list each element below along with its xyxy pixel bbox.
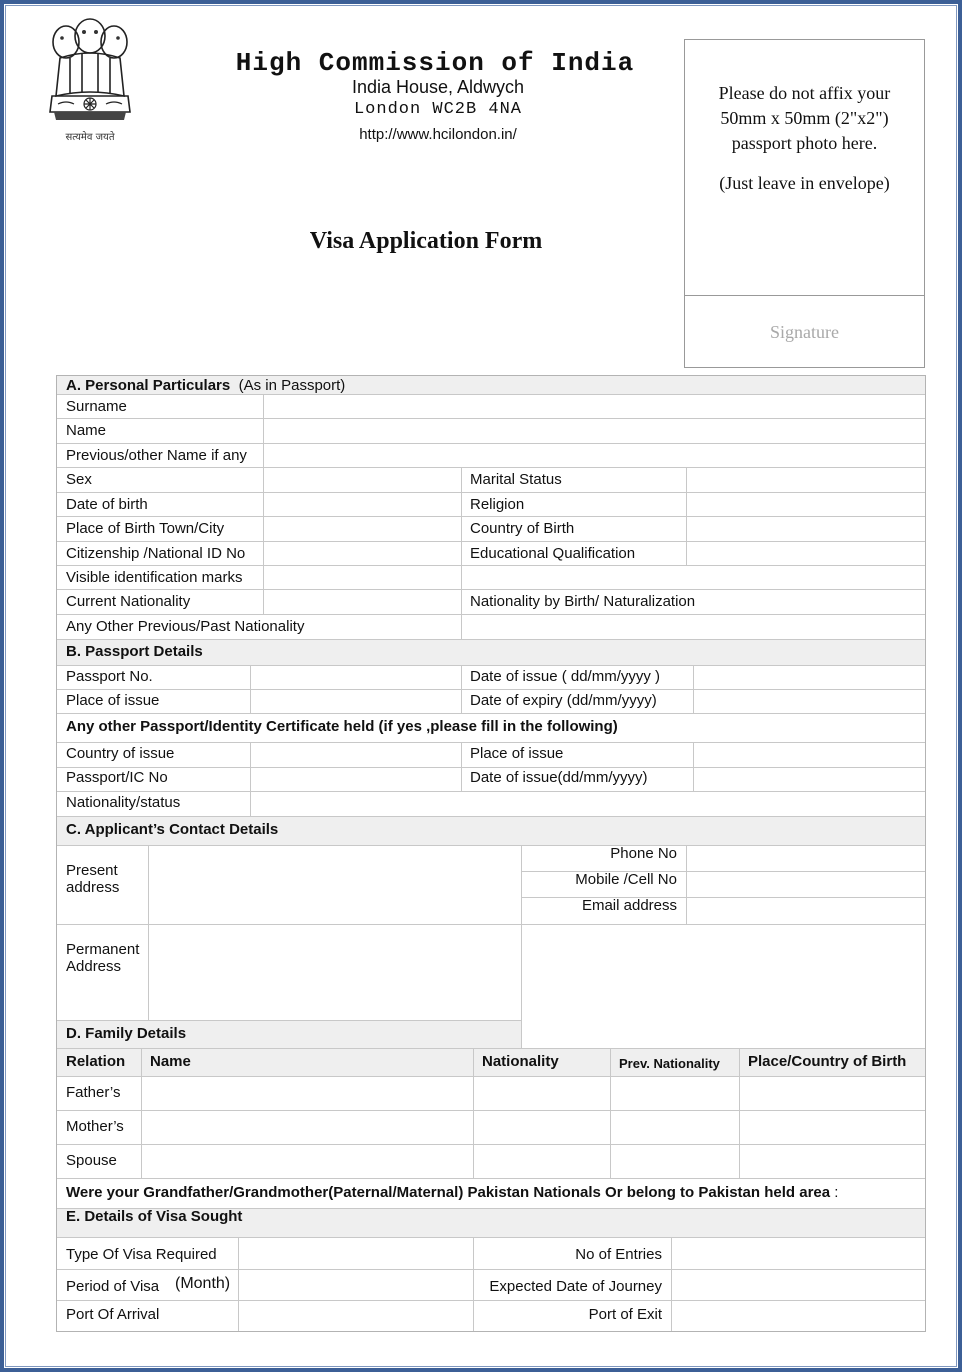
- section-e-title: E. Details of Visa Sought: [66, 1208, 243, 1225]
- divider: [57, 1048, 925, 1049]
- month-note: (Month): [175, 1275, 231, 1292]
- surname-label: Surname: [66, 398, 127, 415]
- section-b-title: B. Passport Details: [66, 643, 203, 660]
- date-of-expiry-label: Date of expiry (dd/mm/yyyy): [470, 692, 657, 709]
- divider: [685, 295, 924, 296]
- education-label: Educational Qualification: [470, 545, 636, 562]
- divider: [57, 924, 925, 925]
- mothers-row-label: Mother’s: [66, 1118, 124, 1135]
- commission-title: High Commission of India: [235, 48, 635, 78]
- divider: [57, 394, 925, 395]
- nationality-by-label: Nationality by Birth/ Naturalization: [470, 593, 696, 610]
- divider: [57, 1178, 925, 1179]
- religion-label: Religion: [470, 496, 525, 513]
- divider: [57, 665, 925, 666]
- divider: [57, 1144, 925, 1145]
- column-prev-nationality: Prev. Nationality: [619, 1056, 720, 1071]
- divider: [57, 713, 925, 714]
- divider: [250, 742, 251, 816]
- spouse-row-label: Spouse: [66, 1152, 117, 1169]
- divider: [57, 1269, 925, 1270]
- website-link[interactable]: http://www.hcilondon.in/: [359, 126, 517, 143]
- divider: [57, 418, 925, 419]
- other-passport-heading: Any other Passport/Identity Certificate held (if yes ,please fill in the following): [66, 718, 618, 735]
- divider: [739, 1048, 740, 1178]
- photo-instruction-line: 50mm x 50mm (2"x2"): [720, 108, 889, 128]
- divider: [57, 1020, 521, 1021]
- divider: [461, 467, 462, 639]
- emblem-motto: सत्यमेव जयते: [65, 132, 115, 143]
- divider: [238, 1237, 239, 1331]
- form-title: Visa Application Form: [309, 228, 543, 254]
- section-c-title: C. Applicant’s Contact Details: [66, 821, 279, 838]
- photo-envelope-note: (Just leave in envelope): [719, 173, 890, 193]
- name-label: Name: [66, 422, 107, 439]
- date-of-issue-2-label: Date of issue(dd/mm/yyyy): [470, 769, 648, 786]
- marital-status-label: Marital Status: [470, 471, 562, 488]
- photo-box: [684, 39, 925, 368]
- divider: [250, 665, 251, 713]
- divider: [57, 565, 925, 566]
- divider: [263, 394, 264, 614]
- permanent-address-line: Address: [66, 958, 122, 975]
- photo-instruction-line: Please do not affix your: [718, 83, 891, 103]
- application-form: [56, 375, 926, 1332]
- divider: [473, 1048, 474, 1178]
- pakistan-question-text: Were your Grandfather/Grandmother(Paternal/Maternal) Pakistan Nationals Or belong to Pakistan held area: [66, 1184, 831, 1201]
- divider: [686, 845, 687, 924]
- divider: [610, 1048, 611, 1178]
- divider: [57, 541, 925, 542]
- divider: [141, 1048, 142, 1178]
- divider: [57, 516, 925, 517]
- place-of-issue-label: Place of issue: [66, 692, 160, 709]
- permanent-address-label: [66, 941, 139, 975]
- divider: [148, 845, 149, 1020]
- divider: [57, 467, 925, 468]
- type-of-visa-label: Type Of Visa Required: [66, 1246, 217, 1263]
- photo-instruction-line: passport photo here.: [731, 133, 878, 153]
- divider: [57, 492, 925, 493]
- place-of-birth-label: Place of Birth Town/City: [66, 520, 225, 537]
- section-d-title: D. Family Details: [66, 1025, 187, 1042]
- sex-label: Sex: [66, 471, 92, 488]
- current-nationality-label: Current Nationality: [66, 593, 191, 610]
- fathers-row-label: Father’s: [66, 1084, 121, 1101]
- divider: [57, 614, 925, 615]
- divider: [57, 639, 925, 640]
- address-line-2: London WC2B 4NA: [353, 100, 523, 119]
- divider: [57, 1110, 925, 1111]
- divider: [521, 845, 522, 1048]
- divider: [57, 767, 925, 768]
- citizenship-label: Citizenship /National ID No: [66, 545, 246, 562]
- divider: [693, 742, 694, 791]
- expected-date-label: Expected Date of Journey: [489, 1278, 662, 1295]
- present-address-line: address: [66, 879, 120, 896]
- divider: [473, 1237, 474, 1331]
- divider: [461, 742, 462, 791]
- date-of-issue-label: Date of issue ( dd/mm/yyyy ): [470, 668, 661, 685]
- signature-field[interactable]: Signature: [770, 322, 839, 342]
- divider: [57, 845, 925, 846]
- column-relation: Relation: [66, 1053, 126, 1070]
- previous-name-label: Previous/other Name if any: [66, 447, 247, 464]
- port-of-exit-label: Port of Exit: [588, 1306, 662, 1323]
- no-of-entries-label: No of Entries: [575, 1246, 662, 1263]
- mobile-label: Mobile /Cell No: [575, 871, 677, 888]
- divider: [693, 665, 694, 713]
- pakistan-question-colon: :: [834, 1184, 839, 1201]
- present-address-label: [66, 862, 119, 896]
- port-of-arrival-label: Port Of Arrival: [66, 1306, 160, 1323]
- divider: [57, 791, 925, 792]
- section-a-subtitle: (As in Passport): [238, 377, 346, 394]
- dob-label: Date of birth: [66, 496, 148, 513]
- divider: [461, 665, 462, 713]
- national-emblem-icon: [40, 8, 140, 148]
- divider: [671, 1237, 672, 1331]
- country-of-birth-label: Country of Birth: [470, 520, 575, 537]
- passport-no-label: Passport No.: [66, 668, 153, 685]
- divider: [57, 589, 925, 590]
- divider: [57, 443, 925, 444]
- divider: [57, 1076, 925, 1077]
- divider: [57, 816, 925, 817]
- column-nationality: Nationality: [482, 1053, 559, 1070]
- email-label: Email address: [581, 897, 677, 914]
- passport-ic-no-label: Passport/IC No: [66, 769, 168, 786]
- visible-marks-label: Visible identification marks: [66, 569, 243, 586]
- divider: [57, 1300, 925, 1301]
- section-a-header: [66, 377, 345, 394]
- nationality-status-label: Nationality/status: [66, 794, 181, 811]
- column-place-of-birth: Place/Country of Birth: [748, 1053, 907, 1070]
- present-address-line: Present: [66, 862, 118, 879]
- section-a-title: A. Personal Particulars: [66, 377, 231, 394]
- divider: [57, 689, 925, 690]
- period-of-visa-label: Period of Visa: [66, 1278, 160, 1295]
- phone-label: Phone No: [610, 845, 677, 862]
- address-line-1: India House, Aldwych: [351, 77, 525, 97]
- place-of-issue-2-label: Place of issue: [470, 745, 564, 762]
- permanent-address-line: Permanent: [66, 941, 140, 958]
- column-name: Name: [150, 1053, 191, 1070]
- divider: [686, 467, 687, 565]
- photo-instructions: [685, 81, 924, 156]
- divider: [57, 1237, 925, 1238]
- country-of-issue-label: Country of issue: [66, 745, 175, 762]
- divider: [57, 742, 925, 743]
- other-nationality-label: Any Other Previous/Past Nationality: [66, 618, 305, 635]
- pakistan-question: [66, 1184, 838, 1201]
